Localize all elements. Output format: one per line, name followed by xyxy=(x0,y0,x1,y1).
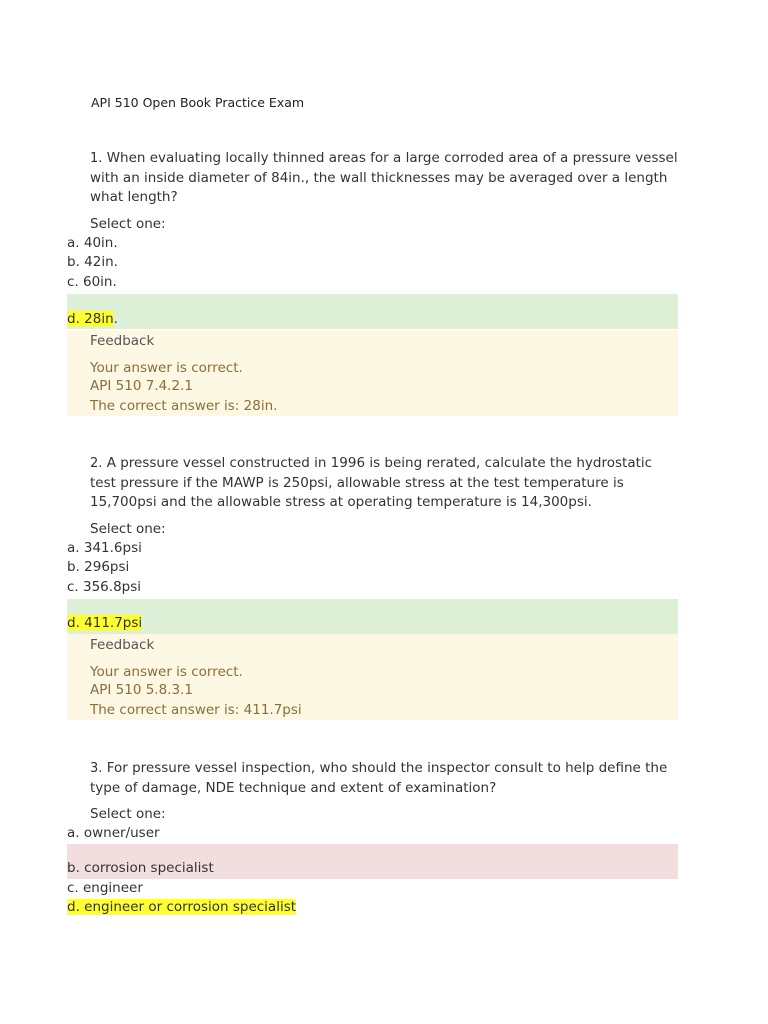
question-3-text xyxy=(90,759,680,798)
question-2-text xyxy=(90,454,680,513)
highlighted-answer: d. engineer or corrosion specialist xyxy=(67,899,297,915)
question-1-number: 1. xyxy=(90,151,103,166)
selected-option-correct-band[interactable] xyxy=(67,599,678,634)
question-3-body: For pressure vessel inspection, who should the inspector consult to help define the type of damage, NDE technique and extent of examination? xyxy=(90,760,668,796)
option-a[interactable]: a. 341.6psi xyxy=(67,540,142,556)
option-c[interactable]: c. 60in. xyxy=(67,274,117,290)
option-d[interactable] xyxy=(67,899,296,915)
feedback-message: Your answer is correct. xyxy=(90,360,243,376)
select-one-label: Select one: xyxy=(90,806,166,822)
select-one-label: Select one: xyxy=(90,521,166,537)
feedback-correct-answer: The correct answer is: 28in. xyxy=(90,398,278,414)
option-c[interactable]: c. 356.8psi xyxy=(67,579,142,595)
question-1-body: When evaluating locally thinned areas for a large corroded area of a pressure vessel with an inside diameter of 84in., the wall thicknesses may be averaged over a length what length? xyxy=(90,150,678,205)
question-2-number: 2. xyxy=(90,456,103,471)
option-b[interactable]: b. 296psi xyxy=(67,559,130,575)
question-2-body: A pressure vessel constructed in 1996 is being rerated, calculate the hydrostatic test pressure if the MAWP is 250psi, allowable stress at the test temperature is 15,700psi and the allowable stress at operating temperature is 14,300psi. xyxy=(90,455,653,510)
option-a[interactable]: a. owner/user xyxy=(67,825,160,841)
feedback-panel xyxy=(67,634,678,720)
option-b[interactable]: b. 42in. xyxy=(67,254,118,270)
option-d-selected[interactable] xyxy=(67,615,142,631)
question-1-text xyxy=(90,149,680,208)
selected-answer-highlight: d. 28in xyxy=(67,311,114,327)
selected-answer-highlight: d. 411.7psi xyxy=(67,615,143,631)
feedback-message: Your answer is correct. xyxy=(90,664,243,680)
select-one-label: Select one: xyxy=(90,216,166,232)
option-c[interactable]: c. engineer xyxy=(67,880,143,896)
selected-answer-suffix: . xyxy=(113,311,118,327)
option-b-selected[interactable]: b. corrosion specialist xyxy=(67,860,214,876)
option-a[interactable]: a. 40in. xyxy=(67,235,118,251)
selected-option-incorrect-band[interactable] xyxy=(67,844,678,879)
feedback-reference: API 510 5.8.3.1 xyxy=(90,682,193,698)
feedback-correct-answer: The correct answer is: 411.7psi xyxy=(90,702,302,718)
selected-option-correct-band[interactable] xyxy=(67,294,678,329)
feedback-panel xyxy=(67,330,678,416)
question-3-number: 3. xyxy=(90,761,103,776)
feedback-heading: Feedback xyxy=(90,637,155,653)
page-title: API 510 Open Book Practice Exam xyxy=(91,95,305,110)
feedback-reference: API 510 7.4.2.1 xyxy=(90,378,193,394)
feedback-heading: Feedback xyxy=(90,333,155,349)
option-d-selected[interactable] xyxy=(67,311,118,327)
